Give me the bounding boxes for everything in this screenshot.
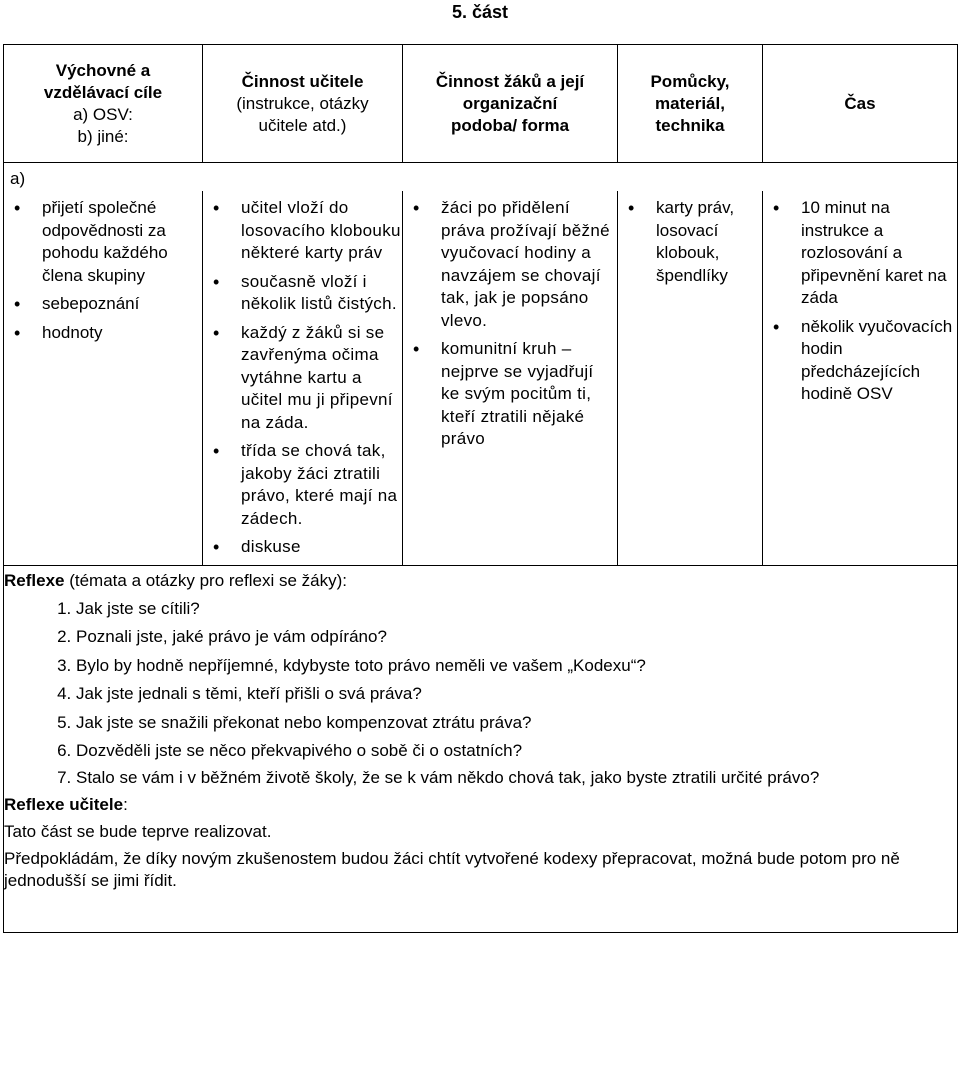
question-item: 4. Jak jste jednali s těmi, kteří přišli o svá práva? <box>76 680 957 709</box>
teacher-reflexe-paragraph: Předpokládám, že díky novým zkušenostem budou žáci chtít vytvořené kodexy přepracovat, možná bude potom pro ně jednodušší se jimi řídit. <box>4 848 900 890</box>
question-item: 1. Jak jste se cítili? <box>76 595 957 624</box>
teacher-reflexe-line: Tato část se bude teprve realizovat. <box>4 821 272 841</box>
header-pupils <box>403 45 618 163</box>
header-goals-line: Výchovné a <box>55 60 151 80</box>
list-item: • hodnoty <box>4 322 202 345</box>
header-goals-line: a) OSV: <box>73 104 133 124</box>
header-tools-line: Pomůcky, <box>650 71 730 91</box>
page-title: 5. část <box>451 2 509 22</box>
tools-cell <box>618 191 763 565</box>
list-item: • žáci po přidělení práva prožívají běžné vyučovací hodiny a navzájem se chovají tak, jak je popsáno vlevo. <box>403 197 617 332</box>
list-item: • současně vloží i několik listů čistých. <box>203 271 402 316</box>
header-tools <box>618 45 763 163</box>
question-item: 5. Jak jste se snažili překonat nebo kompenzovat ztrátu práva? <box>76 709 957 738</box>
header-pupils-line: Činnost žáků a její <box>435 71 585 91</box>
list-item: • učitel vloží do losovacího klobouku některé karty práv <box>203 197 402 265</box>
teacher-reflexe-colon: : <box>123 794 128 814</box>
reflexe-note: (témata a otázky pro reflexi se žáky): <box>69 570 347 590</box>
list-item: • přijetí společné odpovědnosti za pohodu každého člena skupiny <box>4 197 202 287</box>
list-item: • 10 minut na instrukce a rozlosování a připevnění karet na záda <box>763 197 957 310</box>
list-item: • sebepoznání <box>4 293 202 316</box>
list-item: • komunitní kruh – nejprve se vyjadřují ke svým pocitům ti, kteří ztratili nějaké právo <box>403 338 617 451</box>
question-item: 3. Bylo by hodně nepříjemné, kdybyste toto právo neměli ve vašem „Kodexu“? <box>76 652 957 681</box>
header-teacher <box>203 45 403 163</box>
header-teacher-line: (instrukce, otázky <box>236 93 369 113</box>
header-teacher-bold: Činnost učitele <box>241 71 364 91</box>
table-header-row <box>4 45 958 163</box>
header-pupils-line: organizační <box>462 93 558 113</box>
pupils-cell <box>403 191 618 565</box>
header-time: Čas <box>763 45 958 163</box>
header-goals <box>4 45 203 163</box>
list-item: • každý z žáků si se zavřenýma očima vytáhne kartu a učitel mu ji připevní na záda. <box>203 322 402 435</box>
question-item: 6. Dozvěděli jste se něco překvapivého o sobě či o ostatních? <box>76 737 957 766</box>
table-content-row <box>4 191 958 565</box>
question-item: 7. Stalo se vám i v běžném životě školy, že se k vám někdo chová tak, jako byste ztratili určité právo? <box>76 766 957 790</box>
goals-cell <box>4 191 203 565</box>
reflexe-heading <box>4 566 957 595</box>
reflexe-questions <box>4 595 957 790</box>
teacher-reflexe-label: Reflexe učitele <box>4 794 124 814</box>
reflexe-cell <box>4 565 958 932</box>
reflexe-label: Reflexe <box>4 570 65 590</box>
header-teacher-line: učitele atd.) <box>258 115 347 135</box>
table-label-row <box>4 163 958 192</box>
time-cell <box>763 191 958 565</box>
header-pupils-line: podoba/ forma <box>450 115 570 135</box>
teacher-cell <box>203 191 403 565</box>
lesson-table <box>3 44 958 933</box>
list-item: • třída se chová tak, jakoby žáci ztratili právo, které mají na zádech. <box>203 440 402 530</box>
list-item: • několik vyučovacích hodin předcházejících hodině OSV <box>763 316 957 406</box>
header-tools-line: materiál, <box>655 93 725 113</box>
list-item: • karty práv, losovací klobouk, špendlíky <box>618 197 762 287</box>
header-tools-line: technika <box>655 115 725 135</box>
list-item: • diskuse <box>203 536 402 559</box>
reflexe-row <box>4 565 958 932</box>
row-label: a) <box>4 163 958 192</box>
teacher-reflexe-heading <box>4 790 957 819</box>
header-goals-line: b) jiné: <box>77 126 129 146</box>
question-item: 2. Poznali jste, jaké právo je vám odpíráno? <box>76 623 957 652</box>
header-goals-line: vzdělávací cíle <box>43 82 163 102</box>
